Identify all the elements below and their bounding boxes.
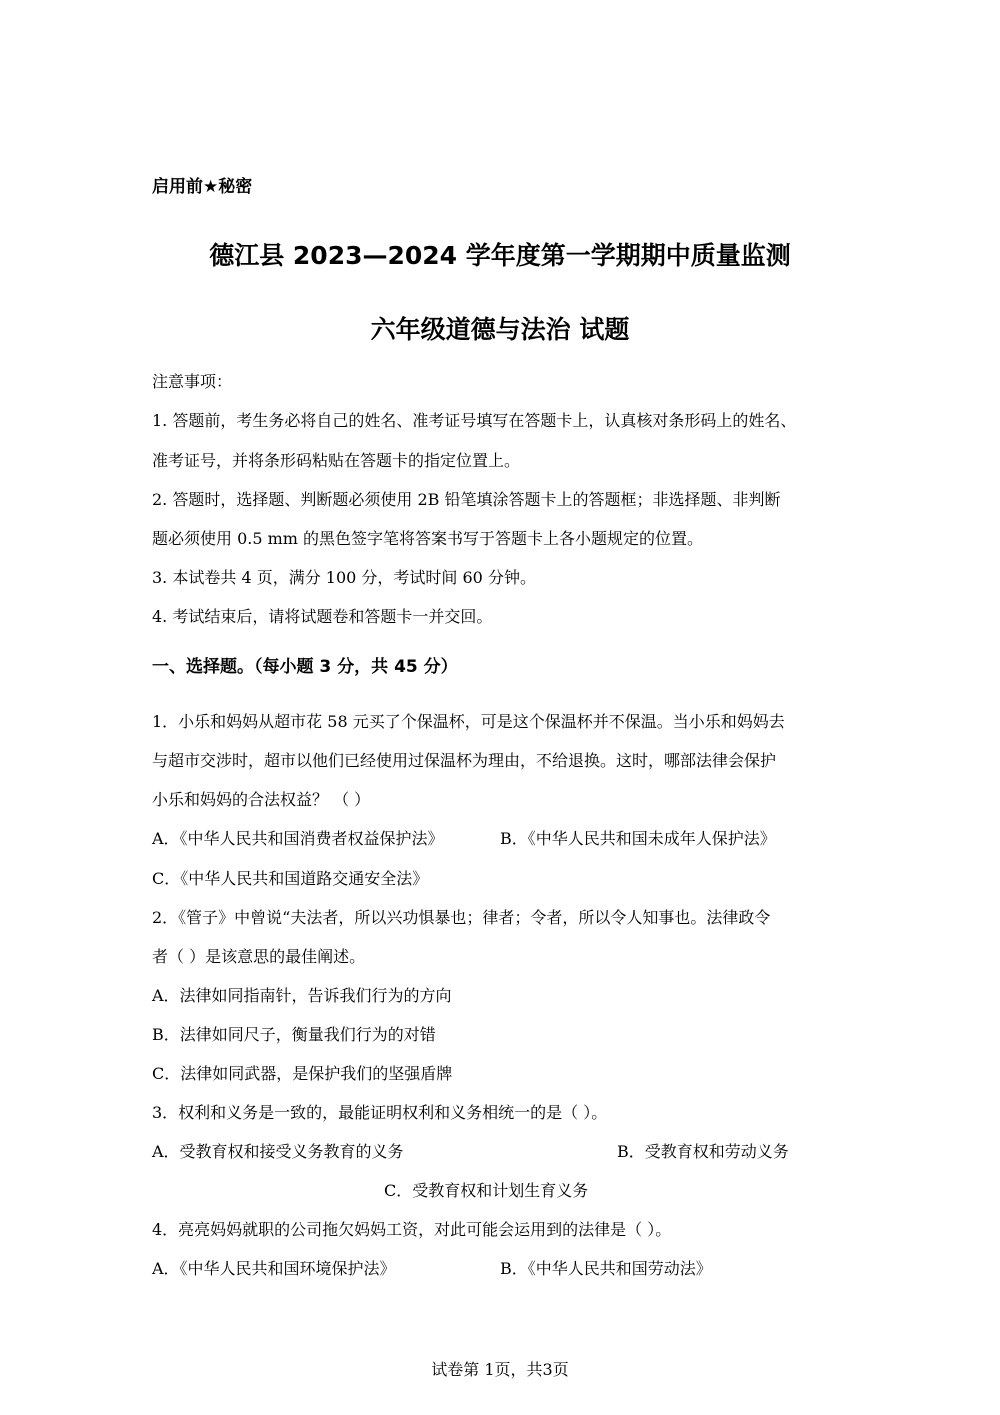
notice-item-2-line-2: 题必须使用 0.5 mm 的黑色签字笔将答案书写于答题卡上各小题规定的位置。: [152, 529, 704, 548]
question-1-option-b: B．《中华人民共和国未成年人保护法》: [500, 829, 776, 848]
notice-item-1-line-2: 准考证号，并将条形码粘贴在答题卡的指定位置上。: [152, 451, 521, 470]
question-2-option-a: A．法律如同指南针，告诉我们行为的方向: [152, 986, 452, 1005]
notice-item-4: 4. 考试结束后，请将试题卷和答题卡一并交回。: [152, 607, 493, 626]
question-2-line-2: 者（ ）是该意思的最佳阐述。: [152, 947, 366, 966]
question-2-option-c: C．法律如同武器，是保护我们的坚强盾牌: [152, 1064, 453, 1083]
notice-item-3: 3. 本试卷共 4 页，满分 100 分，考试时间 60 分钟。: [152, 568, 536, 587]
question-1-option-a: A．《中华人民共和国消费者权益保护法》: [152, 829, 444, 848]
question-2-option-b: B．法律如同尺子，衡量我们行为的对错: [152, 1025, 436, 1044]
question-3-option-a: A．受教育权和接受义务教育的义务: [152, 1142, 404, 1161]
notice-heading: 注意事项：: [152, 372, 233, 391]
question-3-line-1: 3．权利和义务是一致的，最能证明权利和义务相统一的是（ ）。: [152, 1103, 608, 1122]
page-footer: 试卷第 1页，共3页: [431, 1360, 569, 1379]
question-3-option-c: C．受教育权和计划生育义务: [384, 1181, 589, 1200]
question-4-option-a: A．《中华人民共和国环境保护法》: [152, 1259, 396, 1278]
question-1-option-c: C．《中华人民共和国道路交通安全法》: [152, 869, 429, 888]
question-2-line-1: 2．《管子》中曾说“夫法者，所以兴功惧暴也；律者；令者，所以令人知事也。法律政令: [152, 908, 771, 927]
question-3-option-b: B．受教育权和劳动义务: [617, 1142, 789, 1161]
question-1-line-3: 小乐和妈妈的合法权益？ （ ）: [152, 790, 371, 809]
exam-title: 德江县 2023—2024 学年度第一学期期中质量监测: [209, 241, 791, 270]
notice-item-1-line-1: 1. 答题前，考生务必将自己的姓名、准考证号填写在答题卡上，认真核对条形码上的姓名、: [152, 411, 797, 430]
question-4-line-1: 4．亮亮妈妈就职的公司拖欠妈妈工资，对此可能会运用到的法律是（ ）。: [152, 1220, 672, 1239]
notice-item-2-line-1: 2. 答题时，选择题、判断题必须使用 2B 铅笔填涂答题卡上的答题框；非选择题、非判断: [152, 490, 781, 509]
question-1-line-1: 1．小乐和妈妈从超市花 58 元买了个保温杯，可是这个保温杯并不保温。当小乐和妈妈去: [152, 712, 785, 731]
secret-mark: 启用前★秘密: [152, 177, 253, 197]
section-heading-choice: 一、选择题。（每小题 3 分，共 45 分）: [152, 657, 458, 677]
question-4-option-b: B．《中华人民共和国劳动法》: [500, 1259, 712, 1278]
exam-subtitle: 六年级道德与法治 试题: [370, 315, 630, 344]
question-1-line-2: 与超市交涉时，超市以他们已经使用过保温杯为理由，不给退换。这时，哪部法律会保护: [152, 751, 777, 770]
